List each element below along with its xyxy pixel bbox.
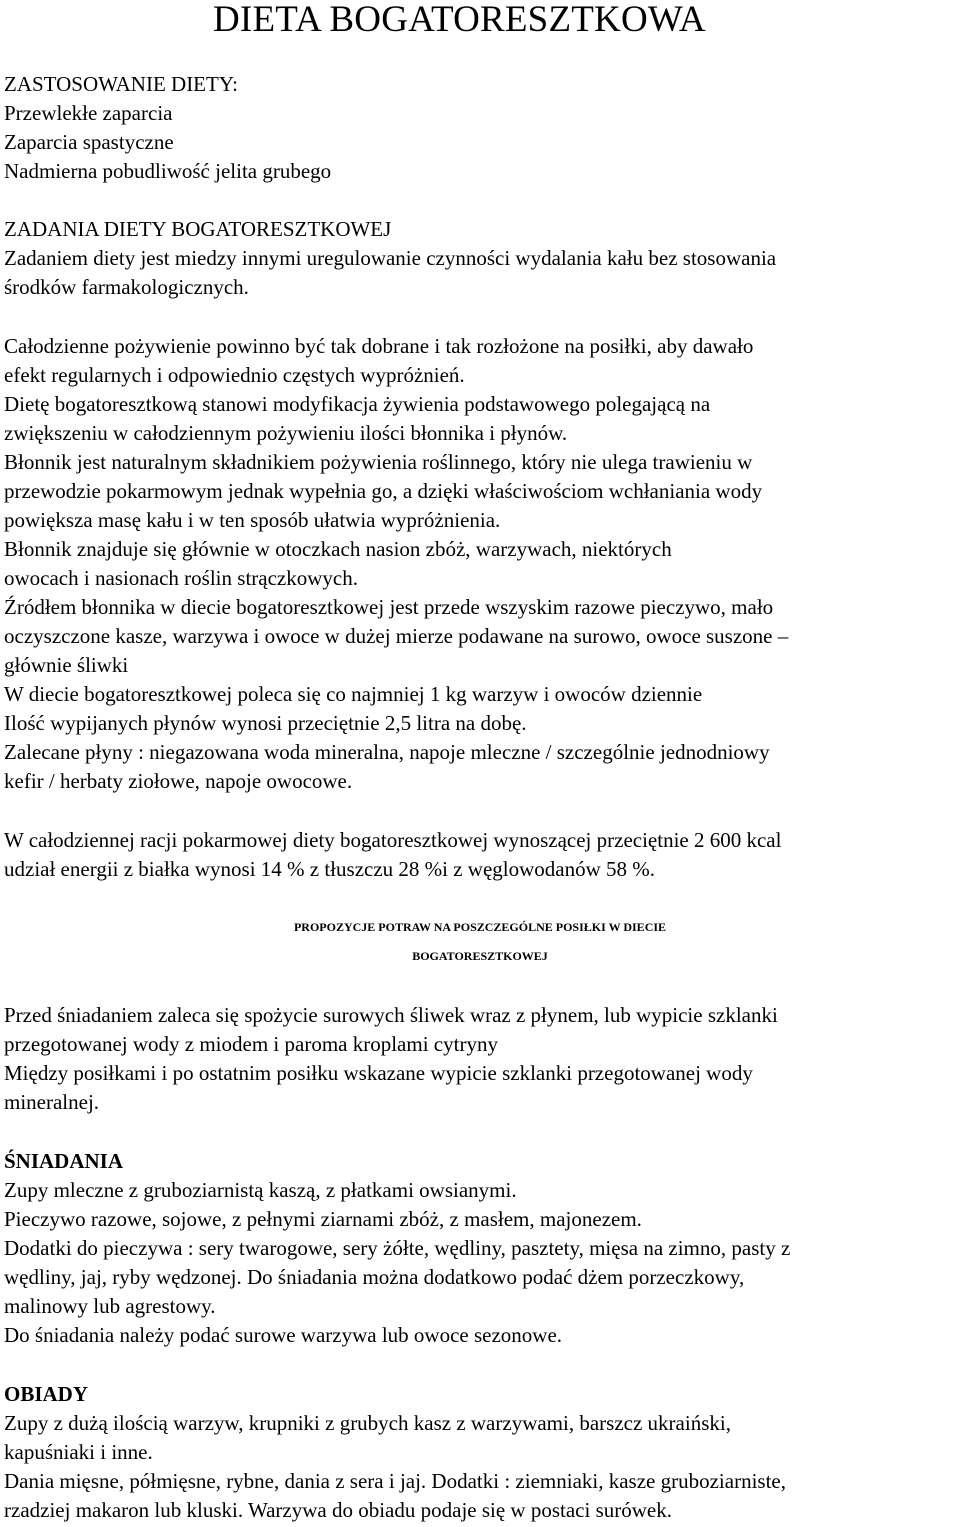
paragraph-line: Zupy z dużą ilością warzyw, krupniki z grubych kasz z warzywami, barszcz ukraiński, xyxy=(4,1411,731,1435)
paragraph-line: kefir / herbaty ziołowe, napoje owocowe. xyxy=(4,769,353,793)
paragraph-line: malinowy lub agrestowy. xyxy=(4,1294,216,1318)
paragraph-line: Do śniadania należy podać surowe warzywa lub owoce sezonowe. xyxy=(4,1323,563,1347)
document-title: DIETA BOGATORESZTKOWA xyxy=(213,0,706,40)
paragraph-line: W diecie bogatoresztkowej poleca się co najmniej 1 kg warzyw i owoców dziennie xyxy=(4,682,703,706)
list-item: Przewlekłe zaparcia xyxy=(4,101,173,125)
section-heading-breakfast: ŚNIADANIA xyxy=(4,1149,124,1173)
paragraph-line: Zupy mleczne z gruboziarnistą kaszą, z płatkami owsianymi. xyxy=(4,1178,517,1202)
paragraph-line: Całodzienne pożywienie powinno być tak dobrane i tak rozłożone na posiłki, aby dawało xyxy=(4,334,754,358)
paragraph-line: efekt regularnych i odpowiednio częstych wypróżnień. xyxy=(4,363,465,387)
paragraph-line: Zadaniem diety jest miedzy innymi uregulowanie czynności wydalania kału bez stosowania xyxy=(4,246,777,270)
list-item: Zaparcia spastyczne xyxy=(4,130,174,154)
paragraph-line: Zalecane płyny : niegazowana woda mineralna, napoje mleczne / szczególnie jednodniowy xyxy=(4,740,770,764)
section-heading-zadania: ZADANIA DIETY BOGATORESZTKOWEJ xyxy=(4,217,392,241)
list-item: Nadmierna pobudliwość jelita grubego xyxy=(4,159,332,183)
paragraph-line: oczyszczone kasze, warzywa i owoce w dużej mierze podawane na surowo, owoce suszone – xyxy=(4,624,789,648)
paragraph-line: kapuśniaki i inne. xyxy=(4,1440,153,1464)
paragraph-line: Dodatki do pieczywa : sery twarogowe, sery żółte, wędliny, pasztety, mięsa na zimno, pasty z xyxy=(4,1236,791,1260)
proposal-heading: PROPOZYCJE POTRAW NA POSZCZEGÓLNE POSIŁKI W DIECIE xyxy=(293,920,667,934)
paragraph-line: mineralnej. xyxy=(4,1090,100,1114)
paragraph-line: Pieczywo razowe, sojowe, z pełnymi ziarnami zbóż, z masłem, majonezem. xyxy=(4,1207,642,1231)
paragraph-line: rzadziej makaron lub kluski. Warzywa do obiadu podaje się w postaci surówek. xyxy=(4,1498,672,1522)
paragraph-line: Błonnik znajduje się głównie w otoczkach nasion zbóż, warzywach, niektórych xyxy=(4,537,672,561)
proposal-heading: BOGATORESZTKOWEJ xyxy=(412,949,548,963)
section-heading-lunch: OBIADY xyxy=(4,1382,89,1406)
paragraph-line: przegotowanej wody z miodem i paroma kroplami cytryny xyxy=(4,1032,498,1056)
paragraph-line: powiększa masę kału i w ten sposób ułatwia wypróżnienia. xyxy=(4,508,501,532)
paragraph-line: Dania mięsne, półmięsne, rybne, dania z sera i jaj. Dodatki : ziemniaki, kasze gruboziarniste, xyxy=(4,1469,786,1493)
paragraph-line: zwiększeniu w całodziennym pożywieniu ilości błonnika i płynów. xyxy=(4,421,568,445)
paragraph-line: wędliny, jaj, ryby wędzonej. Do śniadania można dodatkowo podać dżem porzeczkowy, xyxy=(4,1265,745,1289)
energy-line: W całodziennej racji pokarmowej diety bogatoresztkowej wynoszącej przeciętnie 2 600 kcal xyxy=(4,828,782,852)
paragraph-line: głównie śliwki xyxy=(4,653,129,677)
paragraph-line: środków farmakologicznych. xyxy=(4,275,249,299)
section-heading-zastosowanie: ZASTOSOWANIE DIETY: xyxy=(4,72,238,96)
paragraph-line: Źródłem błonnika w diecie bogatoresztkowej jest przede wszyskim razowe pieczywo, mało xyxy=(4,595,774,619)
paragraph-line: Między posiłkami i po ostatnim posiłku wskazane wypicie szklanki przegotowanej wody xyxy=(4,1061,753,1085)
paragraph-line: Dietę bogatoresztkową stanowi modyfikacja żywienia podstawowego polegającą na xyxy=(4,392,711,416)
paragraph-line: Przed śniadaniem zaleca się spożycie surowych śliwek wraz z płynem, lub wypicie szklanki xyxy=(4,1003,778,1027)
paragraph-line: owocach i nasionach roślin strączkowych. xyxy=(4,566,358,590)
energy-line: udział energii z białka wynosi 14 % z tłuszczu 28 %i z węglowodanów 58 %. xyxy=(4,857,656,881)
paragraph-line: Ilość wypijanych płynów wynosi przeciętnie 2,5 litra na dobę. xyxy=(4,711,527,735)
paragraph-line: przewodzie pokarmowym jednak wypełnia go, a dzięki właściwościom wchłaniania wody xyxy=(4,479,763,503)
paragraph-line: Błonnik jest naturalnym składnikiem pożywienia roślinnego, który nie ulega trawieniu w xyxy=(4,450,753,474)
